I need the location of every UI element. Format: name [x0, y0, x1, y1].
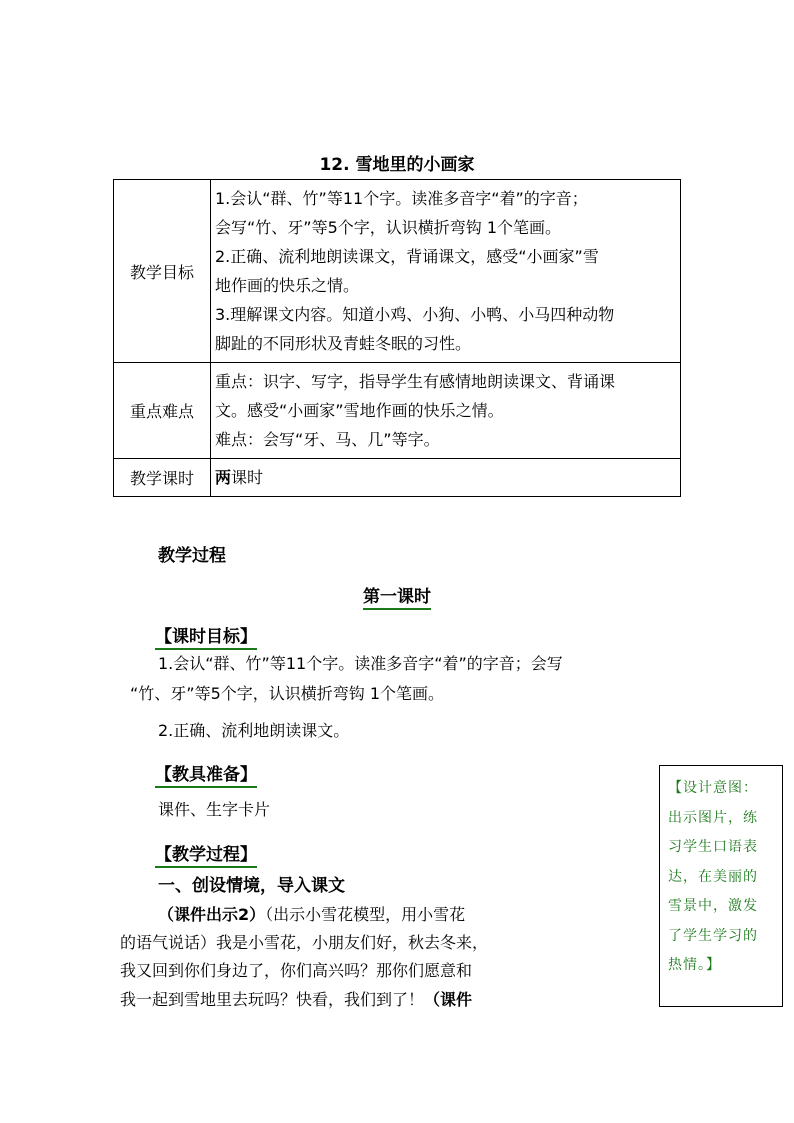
- table-line: 1.会认“群、竹”等11个字。读准多音字“着”的字音；: [215, 189, 588, 208]
- steps-heading-text: 【教学过程】: [155, 845, 257, 868]
- lesson-title: [0, 582, 794, 607]
- row-content-hours: [211, 459, 681, 497]
- goals-heading-text: 【课时目标】: [155, 627, 257, 650]
- table-line: 2.正确、流利地朗读课文，背诵课文，感受“小画家”雪: [215, 247, 599, 266]
- table-line: 难点：会写“牙、马、几”等字。: [215, 430, 440, 449]
- row-content-key-points: [211, 363, 681, 459]
- hours-rest: 课时: [231, 468, 264, 487]
- para-line-2: 的语气说话）我是小雪花，小朋友们好，秋去冬来，: [120, 933, 489, 952]
- para-line1-rest: （出示小雪花模型，用小雪花: [265, 905, 466, 924]
- step1-heading: 一、创设情境，导入课文: [158, 876, 345, 896]
- table-line: 重点：识字、写字，指导学生有感情地朗读课文、背诵课: [215, 372, 616, 391]
- table-row: [114, 459, 681, 497]
- para-line4-plain: 我一起到雪地里去玩吗？快看，我们到了！: [120, 990, 425, 1009]
- row-label-hours: 教学课时: [114, 459, 211, 497]
- table-row: [114, 363, 681, 459]
- sidebox-line: 出示图片，练: [668, 809, 758, 826]
- goals-line-1: 1.会认“群、竹”等11个字。读准多音字“着”的字音；会写: [158, 654, 563, 673]
- sidebox-line: 雪景中，激发: [668, 898, 758, 914]
- row-label-goals: 教学目标: [114, 180, 211, 363]
- steps-heading: [155, 840, 257, 865]
- tools-heading: [155, 760, 257, 785]
- table-line: 会写“竹、牙”等5个字，认识横折弯钩 1个笔画。: [215, 218, 562, 237]
- para-bold-start: （课件出示2）: [158, 905, 266, 924]
- para-line-4: [120, 985, 472, 1015]
- sidebox-line: 了学生学习的: [668, 927, 758, 944]
- tools-text: 课件、生字卡片: [158, 800, 271, 819]
- para-line-1: [158, 900, 465, 930]
- row-label-key-points: 重点难点: [114, 363, 211, 459]
- design-intent-box: [659, 765, 783, 1007]
- row-content-goals: [211, 180, 681, 363]
- para-line4-bold: （课件: [424, 990, 473, 1009]
- sidebox-line: 达，在美丽的: [668, 868, 758, 885]
- process-heading: 教学过程: [158, 546, 226, 566]
- table-line: 脚趾的不同形状及青蛙冬眠的习性。: [215, 334, 472, 353]
- table-line: 文。感受“小画家”雪地作画的快乐之情。: [215, 401, 504, 420]
- sidebox-line: 热情。】: [668, 957, 721, 973]
- sidebox-line: 习学生口语表: [668, 839, 758, 855]
- hours-bold: 两: [215, 468, 232, 487]
- goals-heading: [155, 622, 257, 647]
- goals-line-2: “竹、牙”等5个字，认识横折弯钩 1个笔画。: [130, 684, 445, 703]
- lesson-title-text: 第一课时: [363, 587, 431, 610]
- table-row: [114, 180, 681, 363]
- lesson-info-table: [113, 179, 681, 497]
- sidebox-line: 【设计意图：: [668, 780, 758, 796]
- tools-heading-text: 【教具准备】: [155, 765, 257, 788]
- table-line: 地作画的快乐之情。: [215, 276, 360, 295]
- page-title: 12. 雪地里的小画家: [319, 155, 475, 175]
- para-line-3: 我又回到你们身边了，你们高兴吗？那你们愿意和: [120, 961, 473, 980]
- table-line: 3.理解课文内容。知道小鸡、小狗、小鸭、小马四种动物: [215, 305, 615, 324]
- goals-line-3: 2.正确、流利地朗读课文。: [158, 721, 350, 740]
